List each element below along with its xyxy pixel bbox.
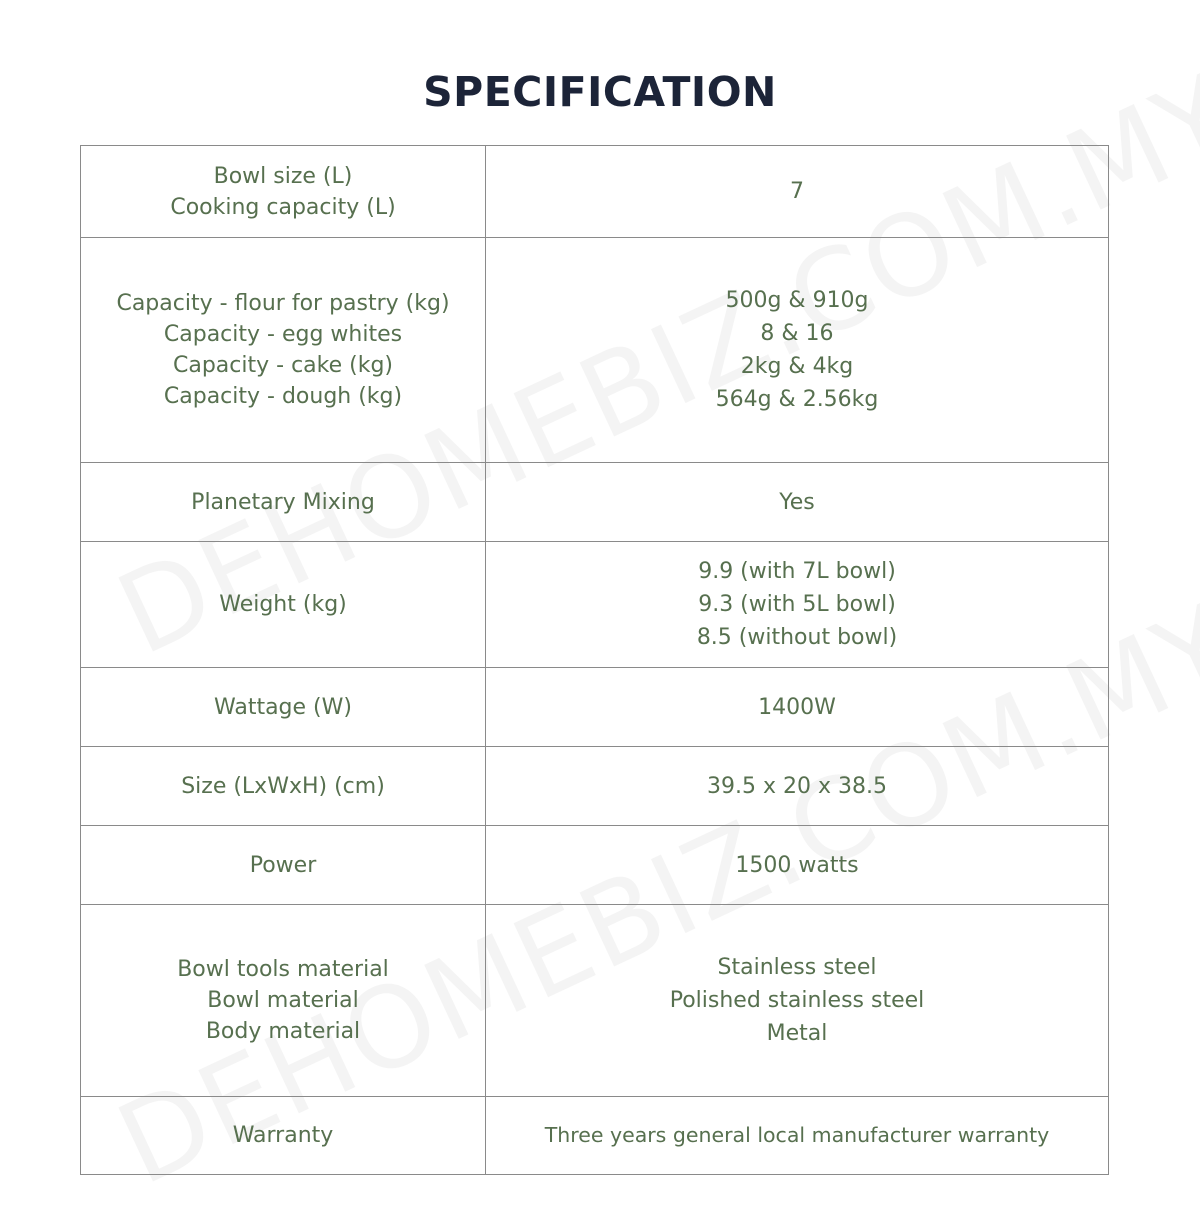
spec-label-cell [81, 747, 486, 826]
spec-label-cell [81, 905, 486, 1097]
spec-label: Power [249, 852, 317, 878]
spec-label: Warranty [232, 1123, 334, 1148]
spec-label-cell [81, 826, 486, 905]
spec-label: Planetary Mixing [191, 489, 375, 515]
spec-value: Metal [766, 1021, 828, 1046]
spec-label: Weight (kg) [219, 592, 347, 617]
spec-label: Capacity - egg whites [163, 322, 403, 347]
spec-label: Bowl size (L) [213, 163, 353, 189]
spec-label: Capacity - cake (kg) [173, 353, 393, 378]
table-row-materials [81, 905, 1109, 1097]
page-title: SPECIFICATION [423, 68, 777, 116]
table-row-planetary-mixing [81, 463, 1109, 542]
spec-label: Capacity - flour for pastry (kg) [116, 291, 450, 316]
spec-label: Bowl material [207, 988, 359, 1013]
spec-label-cell [81, 542, 486, 668]
spec-value: Stainless steel [717, 955, 877, 980]
spec-value-cell [486, 1097, 1109, 1175]
table-row-weight [81, 542, 1109, 668]
spec-label-cell [81, 1097, 486, 1175]
spec-label: Cooking capacity (L) [170, 194, 396, 220]
spec-value-cell [486, 747, 1109, 826]
spec-value: Polished stainless steel [669, 988, 925, 1013]
table-row-power [81, 826, 1109, 905]
spec-value: 564g & 2.56kg [715, 387, 879, 412]
spec-value: 9.9 (with 7L bowl) [698, 559, 896, 584]
spec-value-cell [486, 826, 1109, 905]
spec-value: 9.3 (with 5L bowl) [698, 592, 896, 617]
spec-label-cell [81, 238, 486, 463]
spec-label-cell [81, 463, 486, 542]
spec-value-cell [486, 542, 1109, 668]
table-row-capacity [81, 238, 1109, 463]
spec-value-cell [486, 238, 1109, 463]
spec-value: 1500 watts [735, 852, 859, 878]
spec-value: 1400W [758, 694, 836, 720]
spec-label-cell [81, 668, 486, 747]
table-row-wattage [81, 668, 1109, 747]
spec-label: Capacity - dough (kg) [163, 384, 403, 409]
spec-value-cell [486, 146, 1109, 238]
spec-value: Three years general local manufacturer warranty [544, 1123, 1050, 1147]
spec-label: Bowl tools material [177, 957, 389, 982]
table-row-bowl-size [81, 146, 1109, 238]
specification-table [80, 145, 1109, 1175]
spec-value-cell [486, 463, 1109, 542]
spec-label-cell [81, 146, 486, 238]
spec-label: Body material [205, 1019, 361, 1044]
spec-value: 8.5 (without bowl) [696, 625, 898, 650]
spec-label: Size (LxWxH) (cm) [181, 773, 385, 799]
spec-value: 39.5 x 20 x 38.5 [707, 773, 887, 799]
table-row-size [81, 747, 1109, 826]
spec-value-cell [486, 905, 1109, 1097]
spec-value-cell [486, 668, 1109, 747]
spec-value: 2kg & 4kg [740, 354, 854, 379]
table-row-warranty [81, 1097, 1109, 1175]
spec-value: Yes [779, 489, 815, 515]
spec-label: Wattage (W) [214, 694, 352, 720]
spec-value: 8 & 16 [760, 321, 834, 346]
spec-value: 7 [790, 179, 804, 204]
spec-value: 500g & 910g [725, 288, 869, 313]
